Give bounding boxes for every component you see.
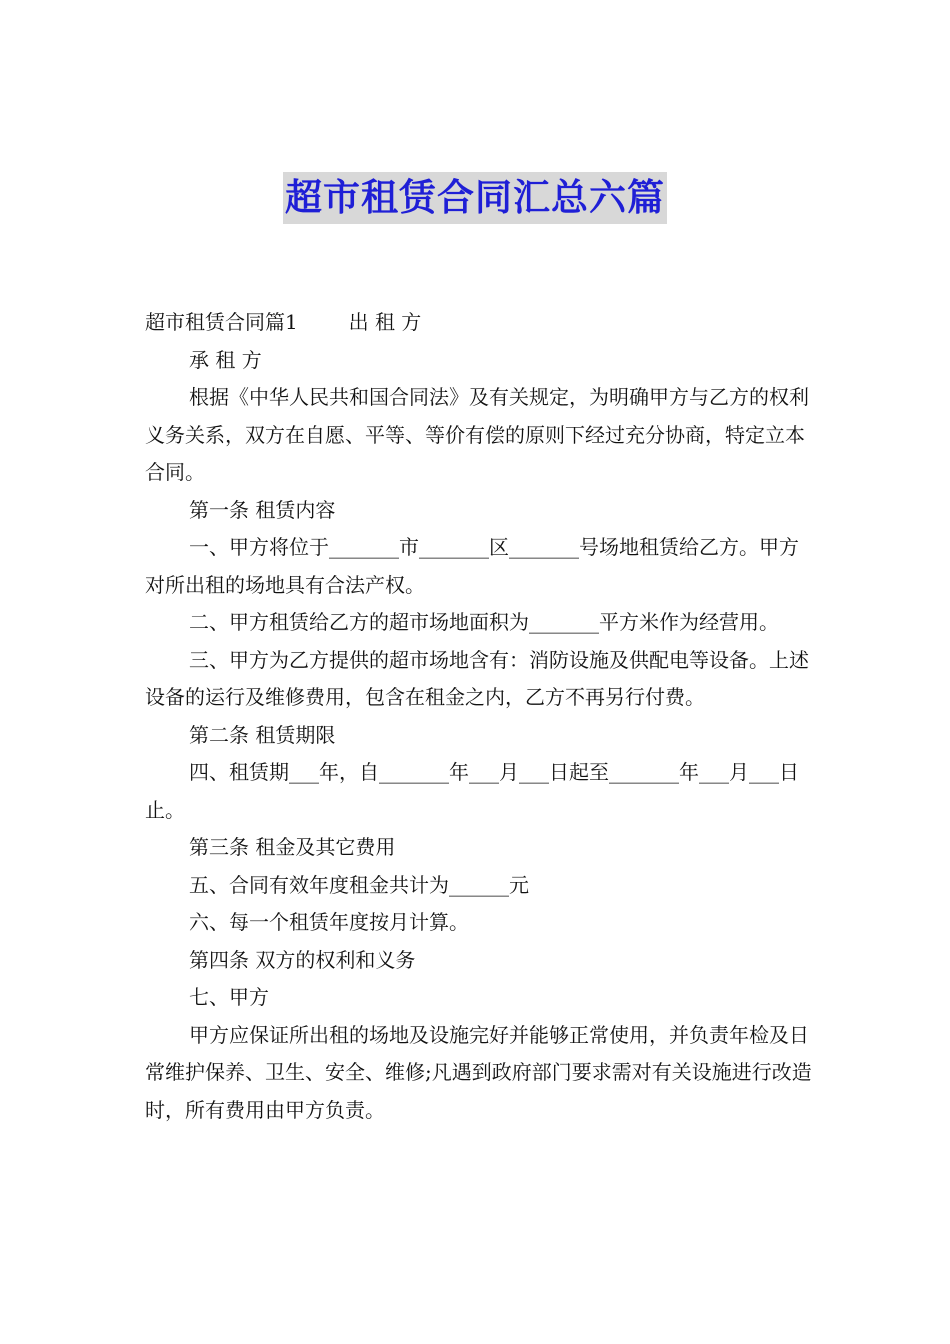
article-3-heading: 第三条 租金及其它费用: [189, 835, 396, 859]
document-title-wrapper: [0, 172, 950, 224]
article-4-heading: 第四条 双方的权利和义务: [189, 947, 416, 972]
clause-4: 四、租赁期___年，自_______年___月___日起至_______年___月___日止。: [145, 760, 799, 822]
article-2-heading: 第二条 租赁期限: [189, 722, 336, 747]
clause-7-heading: 七、甲方: [189, 985, 269, 1009]
clause-3: 三、甲方为乙方提供的超市场地含有：消防设施及供配电等设备。上述设备的运行及维修费用，包含在租金之内，乙方不再另行付费。: [145, 647, 809, 709]
lessee-line: 承 租 方: [189, 347, 262, 372]
contract-heading: 超市租赁合同篇1 出 租 方: [145, 310, 422, 334]
clause-2: 二、甲方租赁给乙方的超市场地面积为_______平方米作为经营用。: [189, 610, 779, 634]
preamble-paragraph: 根据《中华人民共和国合同法》及有关规定，为明确甲方与乙方的权利义务关系，双方在自愿、平等、等价有偿的原则下经过充分协商，特定立本合同。: [145, 385, 809, 484]
document-title: 超市租赁合同汇总六篇: [283, 172, 667, 224]
clause-7-body: 甲方应保证所出租的场地及设施完好并能够正常使用，并负责年检及日常维护保养、卫生、安全、维修;凡遇到政府部门要求需对有关设施进行改造时，所有费用由甲方负责。: [145, 1022, 812, 1122]
clause-6: 六、每一个租赁年度按月计算。: [189, 910, 469, 934]
clause-1: 一、甲方将位于_______市_______区_______号场地租赁给乙方。甲方对所出租的场地具有合法产权。: [145, 535, 799, 597]
clause-5: 五、合同有效年度租金共计为______元: [189, 872, 529, 897]
article-1-heading: 第一条 租赁内容: [189, 497, 336, 522]
document-body: [145, 304, 815, 1129]
